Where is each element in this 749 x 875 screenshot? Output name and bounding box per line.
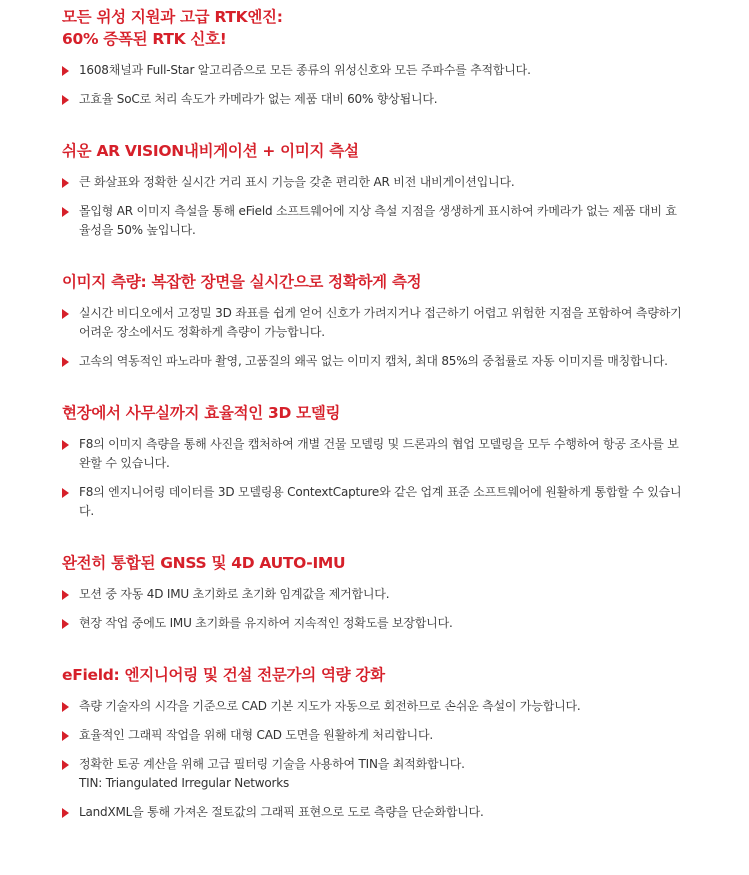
bullet-text: 고속의 역동적인 파노라마 촬영, 고품질의 왜곡 없는 이미지 캡처, 최대 85%의 중첩률로 자동 이미지를 매칭합니다. (79, 354, 668, 368)
section-heading (62, 552, 687, 574)
list-item (62, 614, 687, 633)
section-image-survey (62, 271, 687, 371)
bullet-subtext: TIN: Triangulated Irregular Networks (79, 776, 290, 790)
bullet-list (62, 173, 687, 240)
section-ar-vision (62, 140, 687, 240)
triangle-right-icon (62, 760, 69, 770)
section-heading (62, 664, 687, 686)
bullet-text: 측량 기술자의 시각을 기준으로 CAD 기본 지도가 자동으로 회전하므로 손쉬운 측설이 가능합니다. (79, 699, 581, 713)
heading-line: 현장에서 사무실까지 효율적인 3D 모델링 (62, 404, 341, 422)
section-efield (62, 664, 687, 822)
list-item (62, 173, 687, 192)
triangle-right-icon (62, 66, 69, 76)
list-item (62, 61, 687, 80)
bullet-list (62, 61, 687, 109)
section-rtk-engine (62, 6, 687, 109)
list-item (62, 585, 687, 604)
triangle-right-icon (62, 309, 69, 319)
bullet-text: F8의 이미지 측량을 통해 사진을 캡처하여 개별 건물 모델링 및 드론과의 협업 모델링을 모두 수행하여 항공 조사를 보완할 수 있습니다. (79, 437, 679, 470)
triangle-right-icon (62, 590, 69, 600)
section-gnss-imu (62, 552, 687, 633)
bullet-text: 몰입형 AR 이미지 측설을 통해 eField 소프트웨어에 지상 측설 지점을 생생하게 표시하여 카메라가 없는 제품 대비 효율성을 50% 높입니다. (79, 204, 677, 237)
triangle-right-icon (62, 808, 69, 818)
list-item (62, 435, 687, 473)
heading-line: 이미지 측량: 복잡한 장면을 실시간으로 정확하게 측정 (62, 273, 422, 291)
bullet-text: 효율적인 그래픽 작업을 위해 대형 CAD 도면을 원활하게 처리합니다. (79, 728, 433, 742)
bullet-list (62, 585, 687, 633)
list-item (62, 803, 687, 822)
list-item (62, 90, 687, 109)
triangle-right-icon (62, 207, 69, 217)
bullet-text: 1608채널과 Full-Star 알고리즘으로 모든 종류의 위성신호와 모든 주파수를 추적합니다. (79, 63, 531, 77)
section-heading (62, 140, 687, 162)
bullet-text: F8의 엔지니어링 데이터를 3D 모델링용 ContextCapture와 같은 업계 표준 소프트웨어에 원활하게 통합할 수 있습니다. (79, 485, 682, 518)
bullet-list (62, 435, 687, 521)
triangle-right-icon (62, 488, 69, 498)
list-item (62, 697, 687, 716)
list-item (62, 352, 687, 371)
triangle-right-icon (62, 357, 69, 367)
triangle-right-icon (62, 440, 69, 450)
section-3d-modeling (62, 402, 687, 521)
triangle-right-icon (62, 178, 69, 188)
list-item (62, 202, 687, 240)
bullet-text: 큰 화살표와 정확한 실시간 거리 표시 기능을 갖춘 편리한 AR 비전 내비게이션입니다. (79, 175, 515, 189)
section-heading (62, 402, 687, 424)
bullet-text: 현장 작업 중에도 IMU 초기화를 유지하여 지속적인 정확도를 보장합니다. (79, 616, 453, 630)
bullet-text: LandXML을 통해 가져온 절토값의 그래픽 표현으로 도로 측량을 단순화합니다. (79, 805, 484, 819)
heading-line: eField: 엔지니어링 및 건설 전문가의 역량 강화 (62, 666, 385, 684)
bullet-text: 모션 중 자동 4D IMU 초기화로 초기화 임계값을 제거합니다. (79, 587, 390, 601)
list-item (62, 483, 687, 521)
bullet-text: 실시간 비디오에서 고정밀 3D 좌표를 쉽게 얻어 신호가 가려지거나 접근하기 어렵고 위험한 지점을 포함하여 측량하기 어려운 장소에서도 정확하게 측량이 가능합니다. (79, 306, 682, 339)
triangle-right-icon (62, 702, 69, 712)
triangle-right-icon (62, 95, 69, 105)
triangle-right-icon (62, 731, 69, 741)
list-item (62, 726, 687, 745)
bullet-list (62, 304, 687, 371)
bullet-text: 고효율 SoC로 처리 속도가 카메라가 없는 제품 대비 60% 향상됩니다. (79, 92, 438, 106)
heading-line: 쉬운 AR VISION내비게이션 + 이미지 측설 (62, 142, 359, 160)
bullet-text: 정확한 토공 계산을 위해 고급 필터링 기술을 사용하여 TIN을 최적화합니다. (79, 757, 465, 771)
triangle-right-icon (62, 619, 69, 629)
section-heading (62, 271, 687, 293)
heading-line: 완전히 통합된 GNSS 및 4D AUTO-IMU (62, 554, 346, 572)
list-item (62, 304, 687, 342)
bullet-list (62, 697, 687, 822)
heading-line: 60% 증폭된 RTK 신호! (62, 30, 227, 48)
list-item (62, 755, 687, 793)
heading-line: 모든 위성 지원과 고급 RTK엔진: (62, 8, 283, 26)
section-heading (62, 6, 687, 50)
